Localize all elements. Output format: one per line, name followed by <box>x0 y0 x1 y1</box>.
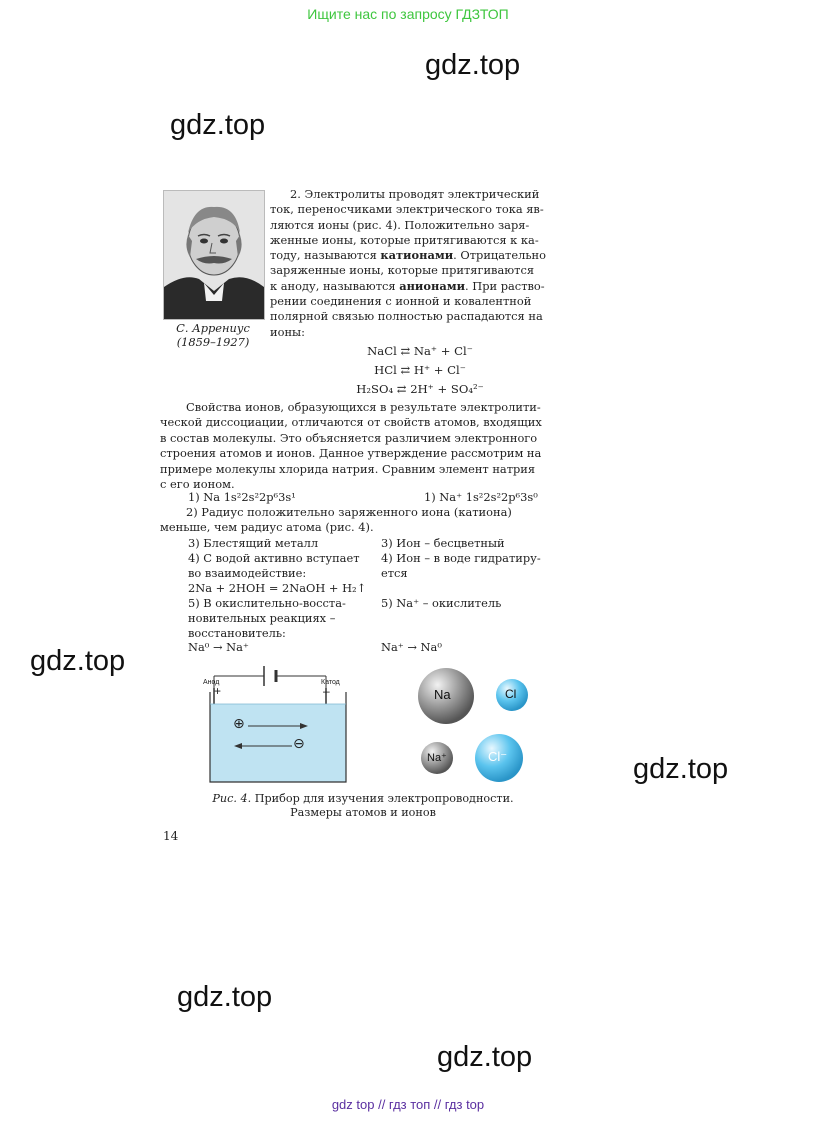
item5-atom-l2: новительных реакциях – <box>188 611 336 625</box>
text-line: ток, переносчиками электрического тока яв- <box>270 202 544 217</box>
na-atom-label: Na <box>434 687 451 702</box>
text-line: Свойства ионов, образующихся в результате электролити- <box>186 400 541 414</box>
watermark: gdz.top <box>30 645 126 677</box>
paragraph-electrolytes <box>270 187 562 340</box>
text-span: к аноду, называются <box>270 278 400 293</box>
text-span: . Отрицательно <box>453 248 546 263</box>
text-line: ляются ионы (рис. 4). Положительно заря- <box>270 217 530 232</box>
item5-ion: 5) Na⁺ – окислитель <box>381 596 502 610</box>
item3-atom: 3) Блестящий металл <box>188 536 319 550</box>
text-line: полярной связью полностью распадаются на <box>270 309 543 324</box>
text-line: ческой диссоциации, отличаются от свойств атомов, входящих <box>160 415 542 430</box>
text-line: с его ионом. <box>160 477 235 492</box>
item4-ion-l1: 4) Ион – в воде гидратиру- <box>381 551 541 565</box>
cl-ion-label: Cl⁻ <box>488 749 508 764</box>
text-line <box>270 248 562 263</box>
text-line: 2. Электролиты проводят электрический <box>290 187 540 201</box>
item4-atom-l1: 4) С водой активно вступает <box>188 551 360 565</box>
text-line: меньше, чем радиус атома (рис. 4). <box>160 520 374 535</box>
text-line: строения атомов и ионов. Данное утверждение рассмотрим на <box>160 446 542 461</box>
equation-h2so4: H₂SO₄ ⇄ 2H⁺ + SO₄²⁻ <box>356 382 484 396</box>
watermark: gdz.top <box>437 1041 533 1073</box>
text-span: тоду, называются <box>270 248 381 263</box>
item2-radius <box>160 505 564 536</box>
anion-symbol: ⊖ <box>293 736 305 752</box>
item5-atom-l3: восстановитель: <box>188 626 286 640</box>
text-line: примере молекулы хлорида натрия. Сравним элемент натрия <box>160 461 536 476</box>
cathode-label: Катод <box>321 679 340 686</box>
portrait-caption-years: (1859–1927) <box>176 335 250 349</box>
search-hint-link[interactable]: Ищите нас по запросу ГДЗТОП <box>307 6 509 22</box>
figure-caption <box>160 792 564 820</box>
figure-caption-text: Прибор для изучения электропроводности. <box>251 792 514 805</box>
text-line: ионы: <box>270 324 305 339</box>
watermark: gdz.top <box>177 981 273 1013</box>
anode-label: Анод <box>203 679 220 686</box>
paragraph-ion-properties <box>160 400 564 492</box>
text-line: в состав молекулы. Это объясняется различием электронного <box>160 430 538 445</box>
watermark: gdz.top <box>633 753 729 785</box>
text-line: 2) Радиус положительно заряженного иона (катиона) <box>186 505 512 519</box>
figure-ref: Рис. 4. <box>212 792 252 805</box>
text-span: . При раство- <box>465 278 545 293</box>
anode-plus-sign: + <box>214 684 222 698</box>
electrolyte-solution <box>210 704 346 782</box>
item4-ion-l2: ется <box>381 566 408 580</box>
cathode-minus-sign: – <box>323 684 330 698</box>
atom-ion-sizes <box>410 662 530 786</box>
dissociation-equations <box>300 342 540 399</box>
footer-links[interactable]: gdz top // гдз топ // гдз top <box>331 1097 485 1112</box>
term-cations: катионами <box>380 248 454 263</box>
portrait-caption-name: С. Аррениус <box>176 321 250 335</box>
item5-atom-l1: 5) В окислительно-восста- <box>188 596 346 610</box>
transition-atom: Na⁰ → Na⁺ <box>188 640 249 654</box>
arrhenius-portrait <box>163 190 265 320</box>
reaction-equation: 2Na + 2HOH = 2NaOH + H₂↑ <box>188 581 367 595</box>
figure-caption-line1 <box>160 792 566 806</box>
cl-atom-label: Cl <box>505 687 517 701</box>
text-line: заряженные ионы, которые притягиваются <box>270 263 535 278</box>
watermark: gdz.top <box>425 49 521 81</box>
item1-atom-config: 1) Na 1s²2s²2p⁶3s¹ <box>188 490 296 504</box>
cation-symbol: ⊕ <box>233 716 245 732</box>
item1-ion-config: 1) Na⁺ 1s²2s²2p⁶3s⁰ <box>424 490 538 504</box>
text-line <box>270 279 562 294</box>
item4-atom-l2: во взаимодействие: <box>188 566 307 580</box>
watermark: gdz.top <box>170 109 266 141</box>
transition-ion: Na⁺ → Na⁰ <box>381 640 442 654</box>
na-ion-label: Na⁺ <box>427 752 447 764</box>
term-anions: анионами <box>399 278 466 293</box>
figure-caption-line2: Размеры атомов и ионов <box>290 806 436 819</box>
page-number: 14 <box>163 829 179 843</box>
equation-nacl: NaCl ⇄ Na⁺ + Cl⁻ <box>367 344 473 358</box>
text-line: женные ионы, которые притягиваются к ка- <box>270 232 539 247</box>
equation-hcl: HCl ⇄ H⁺ + Cl⁻ <box>374 363 466 377</box>
portrait-caption <box>163 321 263 349</box>
item3-ion: 3) Ион – бесцветный <box>381 536 505 550</box>
text-line: рении соединения с ионной и ковалентной <box>270 294 532 309</box>
